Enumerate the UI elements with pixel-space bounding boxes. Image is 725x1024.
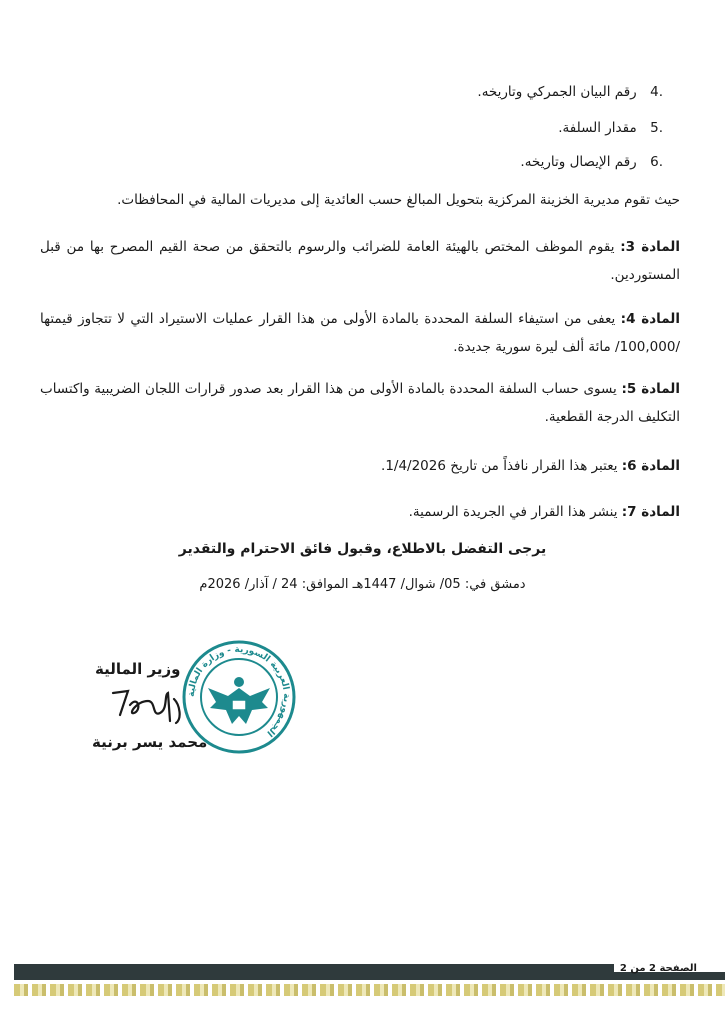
list-item xyxy=(558,120,663,136)
handwritten-signature xyxy=(108,675,188,730)
list-number: .6 xyxy=(650,154,663,170)
eagle-emblem-icon xyxy=(208,677,270,724)
list-text: رقم الإيصال وتاريخه. xyxy=(520,154,637,170)
article-label: المادة 5: xyxy=(621,381,680,397)
list-number: .5 xyxy=(650,120,663,136)
article-7 xyxy=(40,498,680,526)
article-label: المادة 6: xyxy=(621,458,680,474)
article-text: يعفى من استيفاء السلفة المحددة بالمادة الأولى من هذا القرار عمليات الاستيراد التي لا تتجاوز قيمتها /100,000/ مائة ألف ليرة سورية جديدة. xyxy=(40,311,680,355)
seal-text: الجمهورية العربية السورية - وزارة المالية xyxy=(186,644,292,738)
signatory-name: محمد يسر برنية xyxy=(92,733,208,751)
article-label: المادة 3: xyxy=(620,239,681,255)
date-line: دمشق في: 05/ شوال/ 1447هـ الموافق: 24 / آذار/ 2026م xyxy=(199,577,526,592)
footer-bar xyxy=(14,964,614,980)
list-item xyxy=(477,84,663,100)
closing-salutation: يرجى التفضل بالاطلاع، وقبول فائق الاحترام والتقدير xyxy=(178,541,547,557)
list-note: حيث تقوم مديرية الخزينة المركزية بتحويل المبالغ حسب العائدية إلى مديريات المالية في المحافظات. xyxy=(117,192,680,208)
list-number: .4 xyxy=(650,84,663,100)
article-label: المادة 4: xyxy=(620,311,680,327)
article-text: ينشر هذا القرار في الجريدة الرسمية. xyxy=(408,504,618,520)
article-6 xyxy=(40,452,680,480)
list-text: رقم البيان الجمركي وتاريخه. xyxy=(477,84,637,100)
article-5 xyxy=(40,375,680,431)
article-label: المادة 7: xyxy=(621,504,680,520)
article-4 xyxy=(40,305,680,361)
page-number: الصفحة 2 من 2 xyxy=(619,963,697,974)
signatory-title: وزير المالية xyxy=(95,660,181,678)
article-text: يسوى حساب السلفة المحددة بالمادة الأولى من هذا القرار بعد صدور قرارات اللجان الضريبية واكتساب التكليف الدرجة القطعية. xyxy=(40,381,680,425)
article-text: يعتبر هذا القرار نافذاً من تاريخ 1/4/2026. xyxy=(381,458,618,474)
article-3 xyxy=(40,233,680,289)
article-text: يقوم الموظف المختص بالهيئة العامة للضرائب والرسوم بالتحقق من صحة القيم المصرح بها من قبل المستوردين. xyxy=(40,239,680,283)
list-text: مقدار السلفة. xyxy=(558,120,637,136)
list-item xyxy=(520,154,663,170)
footer-decoration xyxy=(14,984,725,996)
